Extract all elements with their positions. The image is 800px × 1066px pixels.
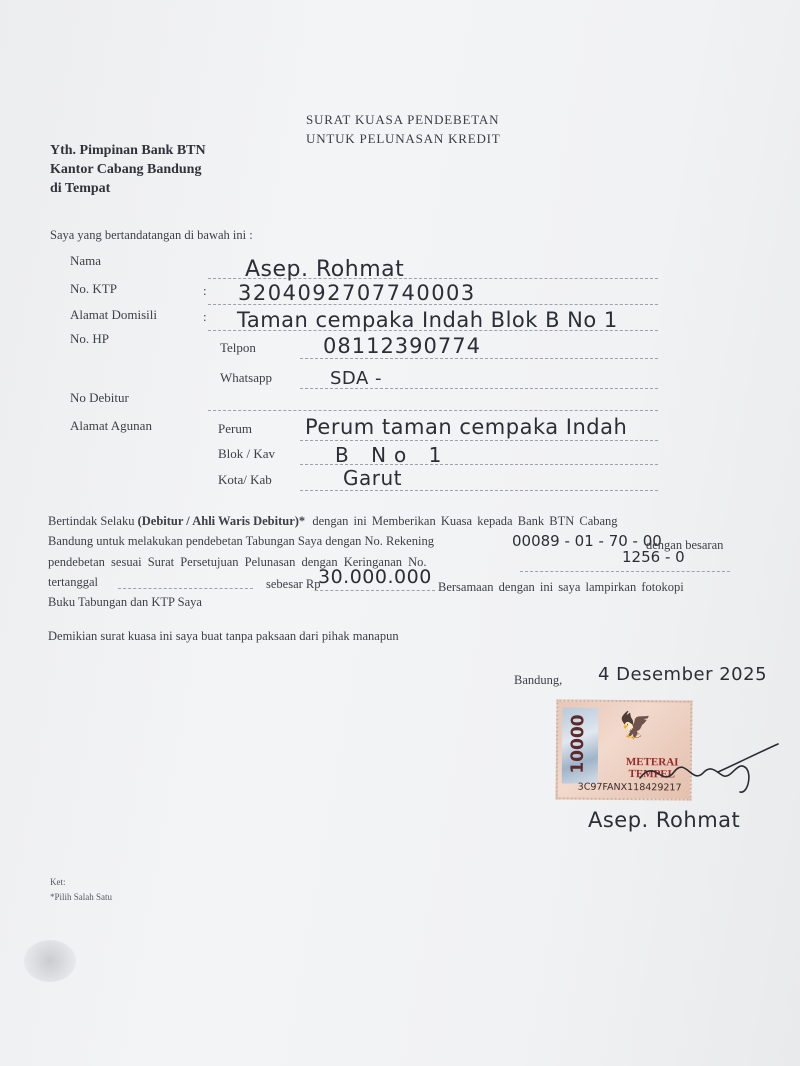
label-perum: Perum — [218, 421, 252, 436]
label-nama: Nama — [70, 253, 102, 268]
label-hp: No. HP — [70, 331, 110, 346]
line-keringanan — [520, 571, 730, 572]
paragraph-l1-a: Bertindak Selaku — [48, 514, 135, 528]
colon-ktp: : — [203, 283, 207, 298]
closing-text: Demikian surat kuasa ini saya buat tanpa paksaan dari pihak manapun — [48, 629, 399, 643]
value-ktp: 3204092707740003 — [238, 281, 476, 305]
label-kota: Kota/ Kab — [218, 472, 272, 487]
paragraph-l2-a: Bandung untuk melakukan pendebetan Tabungan Saya dengan No. Rekening — [48, 534, 434, 548]
value-date: 4 Desember 2025 — [598, 664, 768, 685]
paragraph-l2-b: dengan besaran — [646, 538, 724, 552]
value-domisili: Taman cempaka Indah Blok B No 1 — [237, 308, 618, 332]
label-whatsapp: Whatsapp — [220, 370, 272, 385]
value-nama: Asep. Rohmat — [245, 257, 405, 282]
label-blok: Blok / Kav — [218, 446, 276, 461]
garuda-emblem-icon: 🦅 — [618, 710, 652, 741]
paragraph-line-3: pendebetan sesuai Surat Persetujuan Pelunasan dengan Keringanan No. — [48, 555, 427, 569]
signature-scribble — [600, 738, 790, 798]
label-agunan: Alamat Agunan — [70, 418, 152, 433]
note-text: *Pilih Salah Satu — [50, 892, 113, 902]
paragraph-line-1 — [48, 514, 618, 529]
label-ktp: No. KTP — [70, 281, 117, 296]
label-domisili: Alamat Domisili — [70, 307, 158, 322]
label-debitur: No Debitur — [70, 390, 129, 405]
signatory-name: Asep. Rohmat — [588, 808, 741, 832]
stamp-value: 10000 — [567, 713, 589, 774]
addressee-line-1: Yth. Pimpinan Bank BTN — [50, 143, 206, 158]
paragraph-line-2 — [48, 534, 434, 549]
colon-domisili: : — [203, 309, 207, 324]
value-perum: Perum taman cempaka Indah — [305, 415, 628, 439]
paragraph-l4-a: tertanggal — [48, 575, 98, 589]
note-label: Ket: — [50, 877, 66, 887]
paragraph-line-5: Buku Tabungan dan KTP Saya — [48, 595, 202, 609]
value-rekening: 00089 - 01 - 70 - 00 — [512, 532, 662, 550]
paragraph-l1-c: dengan ini Memberikan Kuasa kepada Bank BTN Cabang — [312, 514, 618, 528]
value-kota: Garut — [343, 466, 402, 490]
line-tertanggal — [118, 588, 253, 589]
addressee-line-3: di Tempat — [50, 181, 111, 196]
value-amount: 30.000.000 — [318, 566, 432, 588]
value-blok: B No 1 — [335, 443, 450, 467]
paragraph-l4-b: sebesar Rp — [266, 577, 321, 591]
paragraph-l4-c: Bersamaan dengan ini saya lampirkan fotokopi — [438, 580, 684, 594]
paragraph-l1-bold: (Debitur / Ahli Waris Debitur)* — [137, 514, 306, 528]
addressee-line-2: Kantor Cabang Bandung — [50, 162, 202, 177]
paper-stain — [24, 940, 76, 982]
value-keringanan: 1256 - 0 — [622, 548, 685, 566]
stamp-serial: 3C97FANX118429217 — [577, 781, 682, 794]
document-title-line-1: SURAT KUASA PENDEBETAN — [306, 112, 500, 127]
intro-text: Saya yang bertandatangan di bawah ini : — [50, 228, 253, 242]
line-perum — [300, 440, 658, 441]
label-telpon: Telpon — [220, 340, 256, 355]
stamp-label: METERAI TEMPEL — [625, 756, 679, 781]
value-telpon: 08112390774 — [323, 334, 481, 358]
document-title-line-2: UNTUK PELUNASAN KREDIT — [306, 131, 501, 146]
line-amount — [315, 590, 435, 591]
value-whatsapp: SDA - — [330, 368, 382, 389]
line-kota — [300, 490, 658, 491]
line-telpon — [300, 358, 658, 359]
line-debitur — [208, 410, 658, 411]
place-text: Bandung, — [514, 673, 563, 687]
